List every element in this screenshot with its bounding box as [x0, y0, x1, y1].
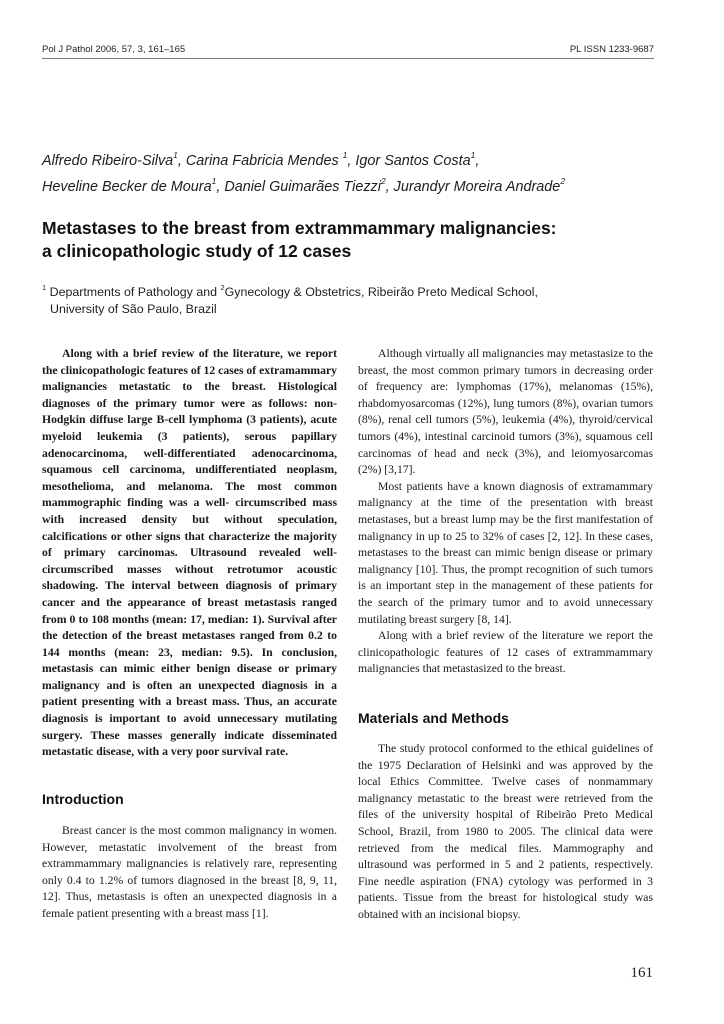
- author-name: Daniel Guimarães Tiezzi: [224, 178, 381, 195]
- author-list: Alfredo Ribeiro-Silva$^1$, Carina Fabricia Mendes $^1$, Igor Santos Costa$^1$, Heveline Becker de Moura$^1$, Daniel Guimarães Tiezzi$^2$, Jurandyr Moreira Andrade$^2$: [42, 150, 566, 195]
- affiliation-university: University of São Paulo, Brazil: [50, 302, 217, 317]
- author-affiliation-mark: 1: [470, 150, 476, 160]
- introduction-heading: Introduction: [42, 791, 124, 807]
- author-affiliation-mark: 2: [560, 175, 566, 186]
- affiliations: $^1$ Departments of Pathology and $^2$Gynecology & Obstetrics, Ribeirão Preto Medical School, University of São Paulo, Brazil: [42, 280, 682, 318]
- header-rule: [42, 58, 654, 59]
- author-affiliation-mark: 1: [342, 150, 348, 160]
- title-line: Metastases to the breast from extrammammary malignancies:: [42, 218, 557, 238]
- paragraph: The study protocol conformed to the ethical guidelines of the 1975 Declaration of Helsinki and was approved by the local Ethics Committee. Twelve cases of nonmammary malignancy metastatic to the breast were retrieved from the files of the university hospital of Ribeirão Preto Medical School, Brazil, from 1980 to 2005. The clinical data were retrieved from the medical files. Mammography and ultrasound was performed in 5 and 2 patients, respectively. Fine needle aspiration (FNA) cytology was performed in 3 patients. Tissue from the breast for histological study was obtained with an incisional biopsy.: [358, 742, 653, 921]
- author-affiliation-mark: 2: [380, 175, 386, 186]
- methods-heading: Materials and Methods: [358, 710, 509, 726]
- paragraph: Although virtually all malignancies may metastasize to the breast, the most common primary tumors in decreasing order of frequency are: lymphomas (17%), melanomas (15%), rhabdomyosarcomas (12%), lung tumors (8%), ovarian tumors (8%), renal cell tumors (5%), leukemia (4%), thyroid/cervical tumors (4%), intestinal carcinoid tumors (3%), squamous cell carcinomas of head and neck (3%), and leiomyosarcomas (2%) [3,17].: [358, 347, 653, 477]
- affiliation-mark: 2: [220, 283, 225, 292]
- right-column-text: [358, 346, 653, 678]
- introduction-body: [42, 823, 337, 923]
- paper-title: [42, 217, 682, 263]
- paragraph: Along with a brief review of the literature we report the clinicopathologic features of 12 cases of extrammammary malignancies that metastasized to the breast.: [358, 629, 653, 676]
- author-affiliation-mark: 1: [211, 175, 217, 186]
- paragraph: Breast cancer is the most common malignancy in women. However, metastatic involvement of the breast from extrammammary malignancies is relatively rare, representing only 0.4 to 1.2% of tumors diagnosed in the breast [8, 9, 11, 12]. Thus, metastasis is often an unexpected diagnosis in a female patient presenting with a breast mass [1].: [42, 824, 337, 920]
- author-affiliation-mark: 1: [173, 150, 178, 160]
- author-name: Alfredo Ribeiro-Silva: [42, 152, 174, 169]
- abstract-column: [42, 346, 337, 761]
- author-name: Carina Fabricia Mendes: [185, 152, 343, 169]
- paragraph: Most patients have a known diagnosis of extramammary malignancy at the time of the presentation with breast metastases, but a breast lump may be the first manifestation of malignancy in up to 25 to 32% of cases [2, 12]. In these cases, metastases to the breast can mimic benign disease or primary malignancy [10]. Thus, the prompt recognition of such tumors is an important step in the management of these patients for the search of the primary tumor and to avoid unnecessary mutilating breast surgery [8, 14].: [358, 479, 653, 626]
- title-line: a clinicopathologic study of 12 cases: [42, 241, 352, 261]
- issn: PL ISSN 1233-9687: [569, 44, 654, 55]
- author-name: Jurandyr Moreira Andrade: [393, 178, 561, 195]
- author-name: Heveline Becker de Moura: [42, 178, 212, 195]
- page-number: 161: [630, 965, 653, 981]
- journal-citation: Pol J Pathol 2006, 57, 3, 161–165: [42, 44, 186, 55]
- abstract: Along with a brief review of the literature, we report the clinicopathologic features of 12 cases of extramammary malignancies metastatic to the breast. Histological diagnoses of the primary tumor were as follows: non-Hodgkin diffuse large B-cell lymphoma (3 patients), acute myeloid leukemia (3 patients), serous papillary adenocarcinoma, well-differentiated adenocarcinoma, squamous cell carcinoma, undifferentiated neoplasm, mesothelioma, and melanoma. The most common mammographic finding was a well- circumscribed mass with increased density but without speculation, calcifications or other signs that characterize the majority of primary carcinomas. Ultrasound revealed well-circumscribed masses without retrotumor acoustic shadowing. The interval between diagnosis of primary cancer and the appearance of breast metastasis ranged from 0 to 108 months (mean: 17, median: 1). Survival after the detection of the breast metastases ranged from 0.2 to 144 months (mean: 23, median: 9.5). In conclusion, metastasis can mimic either benign disease or primary malignancy and is often an unexpected diagnosis in a patient presenting with a breast mass. Thus, an accurate diagnosis is important to avoid unnecessary mutilating surgery. These masses generally indicate disseminated metastatic disease, with a very poor survival rate.: [42, 347, 337, 759]
- affiliation-mark: 1: [42, 283, 47, 292]
- author-name: Igor Santos Costa: [355, 152, 471, 169]
- methods-body: [358, 741, 653, 924]
